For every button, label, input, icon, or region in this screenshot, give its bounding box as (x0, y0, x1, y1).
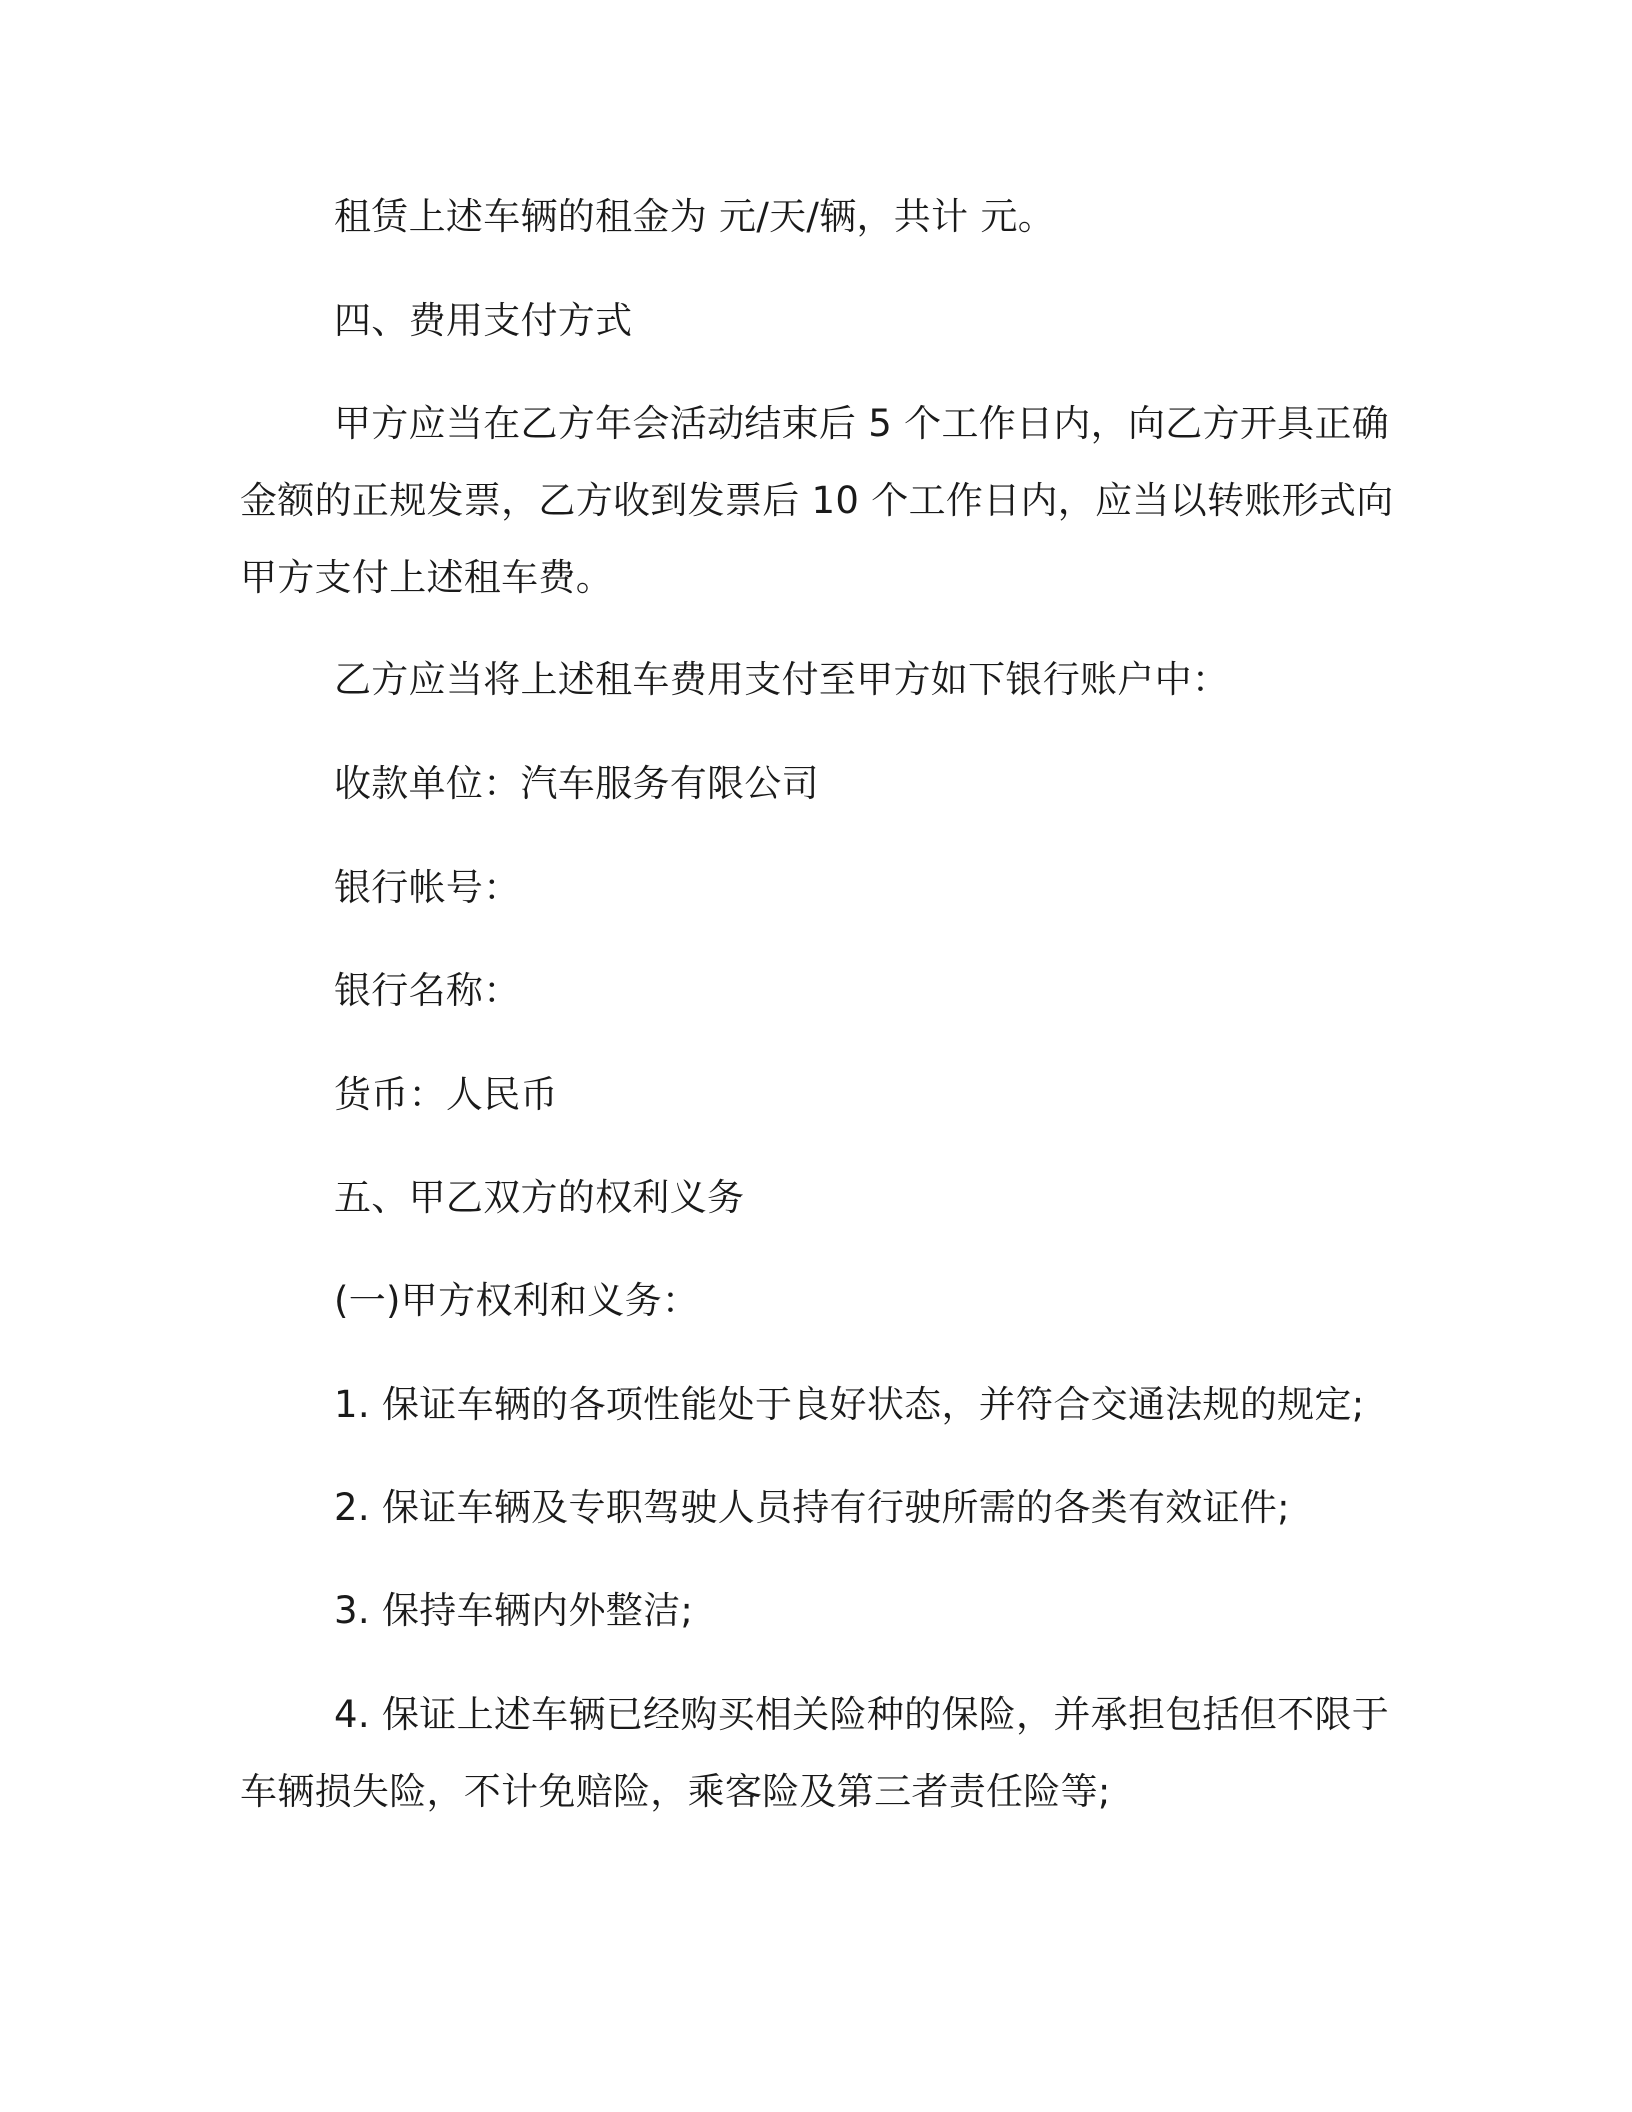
payment-clause-line-2: 金额的正规发票，乙方收到发票后 10 个工作日内，应当以转账形式向 (240, 479, 1394, 522)
payment-clause-line-3: 甲方支付上述租车费。 (240, 556, 613, 599)
section-five-title: 五、甲乙双方的权利义务 (334, 1176, 745, 1219)
section-four-title: 四、费用支付方式 (334, 299, 633, 342)
obligation-item-3: 3. 保持车辆内外整洁; (334, 1589, 694, 1632)
obligation-item-4-line-1: 4. 保证上述车辆已经购买相关险种的保险，并承担包括但不限于 (334, 1693, 1390, 1736)
currency-line: 货币：人民币 (334, 1073, 558, 1116)
rent-price-paragraph: 租赁上述车辆的租金为 元/天/辆，共计 元。 (334, 195, 1056, 238)
payment-clause-line-1: 甲方应当在乙方年会活动结束后 5 个工作日内，向乙方开具正确 (334, 402, 1390, 445)
account-intro: 乙方应当将上述租车费用支付至甲方如下银行账户中： (334, 658, 1230, 701)
account-number-line: 银行帐号： (334, 866, 521, 909)
payee-line: 收款单位：汽车服务有限公司 (334, 762, 819, 805)
obligation-item-4-line-2: 车辆损失险，不计免赔险，乘客险及第三者责任险等; (240, 1770, 1111, 1813)
bank-name-line: 银行名称： (334, 969, 521, 1012)
party-a-heading: (一)甲方权利和义务： (334, 1279, 700, 1322)
obligation-item-2: 2. 保证车辆及专职驾驶人员持有行驶所需的各类有效证件; (334, 1486, 1290, 1529)
obligation-item-1: 1. 保证车辆的各项性能处于良好状态，并符合交通法规的规定; (334, 1383, 1365, 1426)
